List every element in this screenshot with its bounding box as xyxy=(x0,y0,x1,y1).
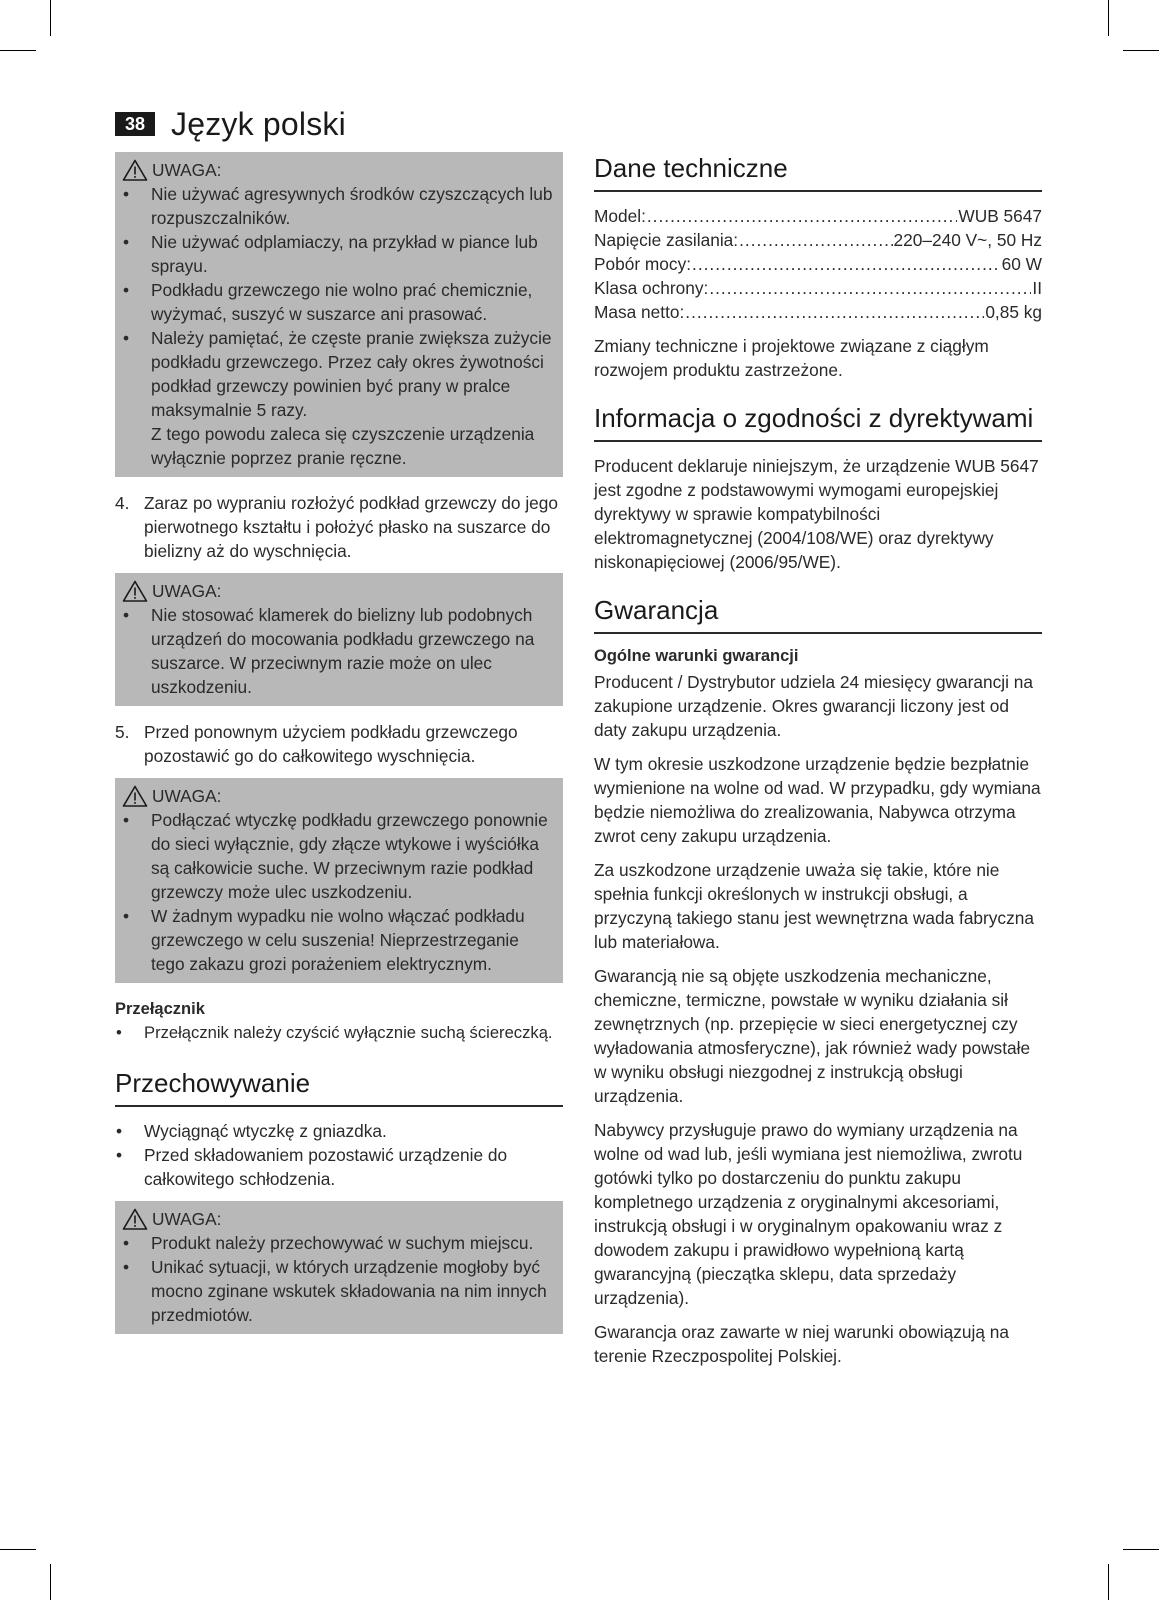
subsection-heading: Przełącznik xyxy=(115,1000,205,1018)
section-title-conformity: Informacja o zgodności z dyrektywami xyxy=(594,402,1042,442)
spec-value: 0,85 kg xyxy=(985,302,1042,322)
warning-box xyxy=(115,1201,563,1334)
warranty-paragraph: Za uszkodzone urządzenie uważa się takie, które nie spełnia funkcji określonych w instrukcji obsługi, a przyczyną takiego stanu jest wewnętrzna wada fabryczna lub materiałowa. xyxy=(594,860,1034,952)
crop-mark xyxy=(1108,0,1109,36)
spec-label: Klasa ochrony: xyxy=(594,278,709,298)
spec-label: Pobór mocy: xyxy=(594,254,692,274)
warning-header xyxy=(121,1207,557,1231)
warning-box xyxy=(115,152,563,477)
spec-value: II xyxy=(1032,278,1042,298)
list-item: • Przełącznik należy czyścić wyłącznie suchą ściereczką. xyxy=(115,1021,563,1045)
spec-table xyxy=(594,204,1042,324)
warning-triangle-icon xyxy=(122,159,148,181)
step-number: 5. xyxy=(115,722,130,742)
spec-label: Model: xyxy=(594,206,646,226)
step-item xyxy=(115,491,563,563)
warranty-paragraph: Gwarancją nie są objęte uszkodzenia mechaniczne, chemiczne, termiczne, powstałe w wyniku działania sił zewnętrznych (np. przepięcie w sieci energetycznej czy wyładowania atmosferyczne), jak również wady powstałe w wyniku obsługi niezgodnej z instrukcją obsługi urządzenia. xyxy=(594,966,1031,1106)
list-item: • Przed składowaniem pozostawić urządzenie do całkowitego schłodzenia. xyxy=(115,1143,563,1191)
warning-list xyxy=(121,603,557,699)
left-column xyxy=(115,152,563,1348)
spec-row xyxy=(594,204,1042,228)
warning-title: UWAGA: xyxy=(152,1209,222,1229)
dot-leader xyxy=(647,204,958,228)
crop-mark xyxy=(0,1549,36,1550)
spec-label: Masa netto: xyxy=(594,302,685,322)
warning-triangle-icon xyxy=(122,580,148,602)
warning-title: UWAGA: xyxy=(152,786,222,806)
warning-title: UWAGA: xyxy=(152,581,222,601)
section-title-warranty: Gwarancja xyxy=(594,594,1042,634)
tech-note: Zmiany techniczne i projektowe związane z ciągłym rozwojem produktu zastrzeżone. xyxy=(594,336,989,380)
crop-mark xyxy=(50,1564,51,1600)
warranty-paragraph: W tym okresie uszkodzone urządzenie będzie bezpłatnie wymienione na wolne od wad. W przypadku, gdy wymiana będzie niemożliwa do zrealizowania, Nabywca otrzyma zwrot ceny zakupu urządzenia. xyxy=(594,754,1041,846)
list-item: • Podkładu grzewczego nie wolno prać chemicznie, wyżymać, suszyć w suszarce ani prasować. xyxy=(121,278,557,326)
warranty-paragraph: Producent / Dystrybutor udziela 24 miesięcy gwarancji na zakupione urządzenie. Okres gwarancji liczony jest od daty zakupu urządzenia. xyxy=(594,672,1033,740)
warning-list xyxy=(121,182,557,422)
list-item: • Nie używać agresywnych środków czyszczących lub rozpuszczalników. xyxy=(121,182,557,230)
step-number: 4. xyxy=(115,493,130,513)
warning-extra-text: Z tego powodu zaleca się czyszczenie urządzenia wyłącznie poprzez pranie ręczne. xyxy=(151,424,535,468)
spec-value: WUB 5647 xyxy=(958,206,1042,226)
list-item: • Produkt należy przechowywać w suchym miejscu. xyxy=(121,1231,557,1255)
dot-leader xyxy=(685,300,984,324)
section-title-storage: Przechowywanie xyxy=(115,1067,563,1107)
crop-mark xyxy=(1108,1564,1109,1600)
conformity-text: Producent deklaruje niniejszym, że urządzenie WUB 5647 jest zgodne z podstawowymi wymogami europejskiej dyrektywy w sprawie kompatybilności elektromagnetycznej (2004/108/WE) oraz dyrektywy niskonapięciowej (2006/95/WE). xyxy=(594,456,1039,572)
crop-mark xyxy=(50,0,51,36)
spec-row xyxy=(594,252,1042,276)
storage-list xyxy=(115,1119,563,1191)
crop-mark xyxy=(0,50,36,51)
warning-box xyxy=(115,573,563,706)
step-item xyxy=(115,720,563,768)
crop-mark xyxy=(1123,1549,1159,1550)
warranty-subtitle: Ogólne warunki gwarancji xyxy=(594,647,799,665)
list-item: • Wyciągnąć wtyczkę z gniazdka. xyxy=(115,1119,563,1143)
warranty-paragraph: Nabywcy przysługuje prawo do wymiany urządzenia na wolne od wad lub, jeśli wymiana jest niemożliwa, zwrotu gotówki tylko po dostarczeniu do punktu zakupu kompletnego urządzenia z oryginalnymi akcesoriami, instrukcją obsługi i w oryginalnym opakowaniu wraz z dowodem zakupu i prawidłowo wypełnioną kartą gwarancyjną (pieczątka sklepu, data sprzedaży urządzenia). xyxy=(594,1120,1023,1308)
step-text: Przed ponownym użyciem podkładu grzewczego pozostawić go do całkowitego wyschnięcia. xyxy=(144,722,518,766)
warning-triangle-icon xyxy=(122,1208,148,1230)
dot-leader xyxy=(692,252,1001,276)
spec-row xyxy=(594,228,1042,252)
warning-header xyxy=(121,784,557,808)
right-column xyxy=(594,152,1042,1368)
warning-title: UWAGA: xyxy=(152,160,222,180)
list-item: • Unikać sytuacji, w których urządzenie mogłoby być mocno zginane wskutek składowania na nim innych przedmiotów. xyxy=(121,1255,557,1327)
step-list xyxy=(115,491,563,563)
spec-value: 60 W xyxy=(1001,254,1042,274)
spec-value: 220–240 V~, 50 Hz xyxy=(893,230,1042,250)
warning-triangle-icon xyxy=(122,785,148,807)
step-list xyxy=(115,720,563,768)
warning-list xyxy=(121,808,557,976)
dot-leader xyxy=(709,276,1031,300)
warning-header xyxy=(121,579,557,603)
warning-header xyxy=(121,158,557,182)
list-item: • Nie stosować klamerek do bielizny lub podobnych urządzeń do mocowania podkładu grzewczego na suszarce. W przeciwnym razie może on ulec uszkodzeniu. xyxy=(121,603,557,699)
list-item: • Należy pamiętać, że częste pranie zwiększa zużycie podkładu grzewczego. Przez cały okres żywotności podkład grzewczy powinien być prany w pralce maksymalnie 5 razy. xyxy=(121,326,557,422)
page-header xyxy=(115,104,346,144)
spec-row xyxy=(594,276,1042,300)
switch-list xyxy=(115,1021,563,1045)
section-title-tech: Dane techniczne xyxy=(594,152,1042,192)
list-item: • Podłączać wtyczkę podkładu grzewczego ponownie do sieci wyłącznie, gdy złącze wtykowe i wyściółka są całkowicie suche. W przeciwnym razie podkład grzewczy może ulec uszkodzeniu. xyxy=(121,808,557,904)
spec-row xyxy=(594,300,1042,324)
page-number: 38 xyxy=(115,112,155,136)
warning-list xyxy=(121,1231,557,1327)
list-item: • W żadnym wypadku nie wolno włączać podkładu grzewczego w celu suszenia! Nieprzestrzeganie tego zakazu grozi porażeniem elektrycznym. xyxy=(121,904,557,976)
crop-mark xyxy=(1123,50,1159,51)
step-text: Zaraz po wypraniu rozłożyć podkład grzewczy do jego pierwotnego kształtu i położyć płasko na suszarce do bielizny aż do wyschnięcia. xyxy=(144,493,558,561)
warranty-paragraph: Gwarancja oraz zawarte w niej warunki obowiązują na terenie Rzeczpospolitej Polskiej. xyxy=(594,1322,1009,1366)
page-title: Język polski xyxy=(171,105,346,142)
list-item: • Nie używać odplamiaczy, na przykład w piance lub sprayu. xyxy=(121,230,557,278)
dot-leader xyxy=(739,228,892,252)
spec-label: Napięcie zasilania: xyxy=(594,230,739,250)
warning-box xyxy=(115,778,563,983)
